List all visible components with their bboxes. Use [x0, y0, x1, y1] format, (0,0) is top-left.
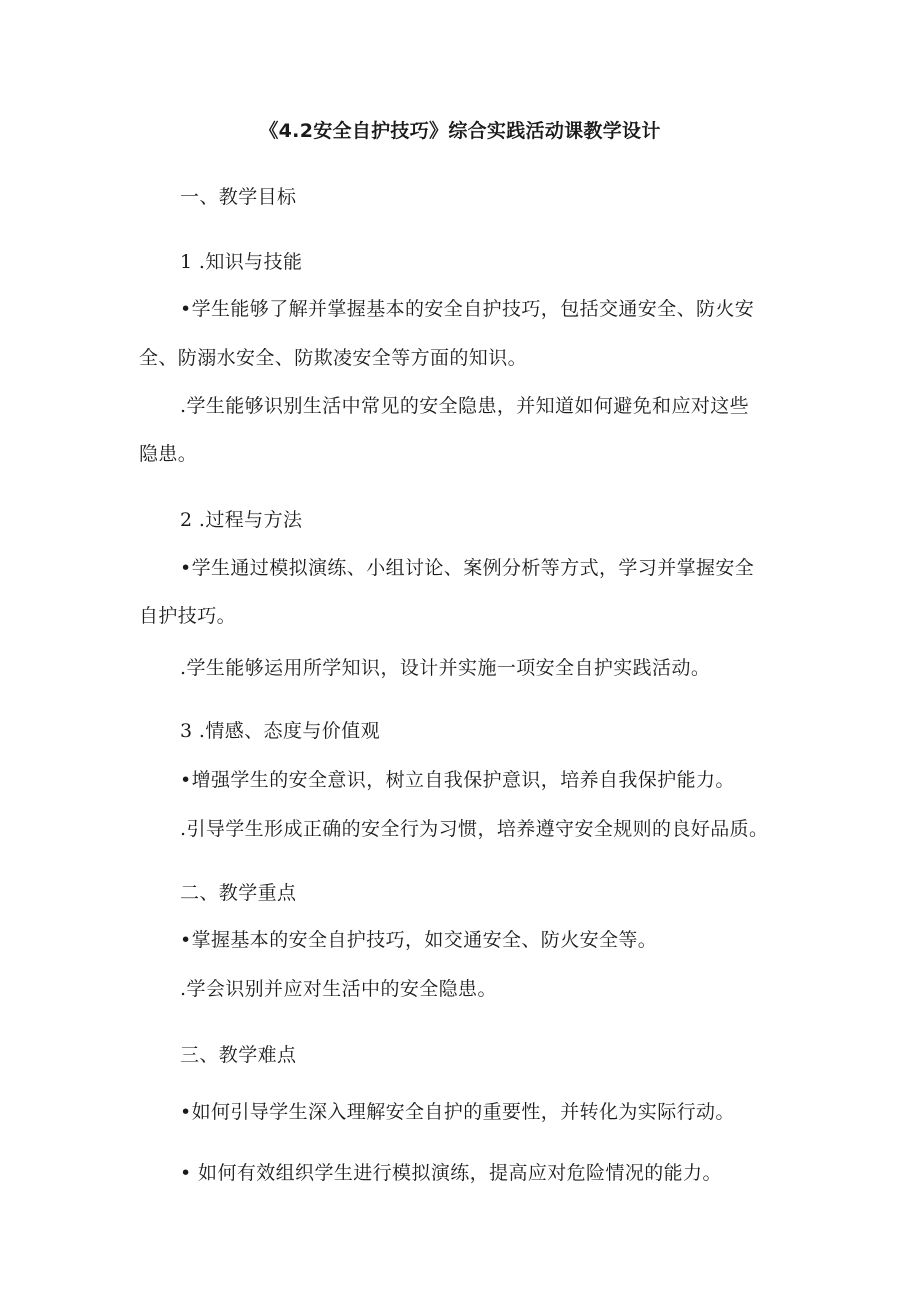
subheading-process-methods: 2 .过程与方法 [180, 509, 303, 531]
section-heading-difficulties: 三、教学难点 [180, 1044, 297, 1066]
paragraph-line: •如何引导学生深入理解安全自护的重要性，并转化为实际行动。 [180, 1101, 735, 1123]
paragraph-line: 自护技巧。 [139, 605, 237, 627]
section-heading-key-points: 二、教学重点 [180, 882, 297, 904]
subheading-knowledge-skills: 1 .知识与技能 [180, 251, 303, 273]
paragraph-line: • 如何有效组织学生进行模拟演练，提高应对危险情况的能力。 [180, 1162, 722, 1184]
paragraph-line: •掌握基本的安全自护技巧，如交通安全、防火安全等。 [180, 929, 658, 951]
section-heading-objectives: 一、教学目标 [180, 186, 297, 208]
paragraph-line: •学生能够了解并掌握基本的安全自护技巧，包括交通安全、防火安 [180, 298, 755, 320]
paragraph-line: .引导学生形成正确的安全行为习惯，培养遵守安全规则的良好品质。 [180, 818, 769, 840]
paragraph-line: •学生通过模拟演练、小组讨论、案例分析等方式，学习并掌握安全 [180, 557, 755, 579]
paragraph-line: .学生能够识别生活中常见的安全隐患，并知道如何避免和应对这些 [180, 395, 750, 417]
paragraph-line: 隐患。 [139, 443, 198, 465]
paragraph-line: .学生能够运用所学知识，设计并实施一项安全自护实践活动。 [180, 657, 711, 679]
subheading-emotions-values: 3 .情感、态度与价值观 [180, 720, 380, 742]
paragraph-line: •增强学生的安全意识，树立自我保护意识，培养自我保护能力。 [180, 769, 735, 791]
paragraph-line: .学会识别并应对生活中的安全隐患。 [180, 978, 497, 1000]
document-title: 《4.2安全自护技巧》综合实践活动课教学设计 [259, 120, 661, 142]
paragraph-line: 全、防溺水安全、防欺凌安全等方面的知识。 [139, 347, 528, 369]
